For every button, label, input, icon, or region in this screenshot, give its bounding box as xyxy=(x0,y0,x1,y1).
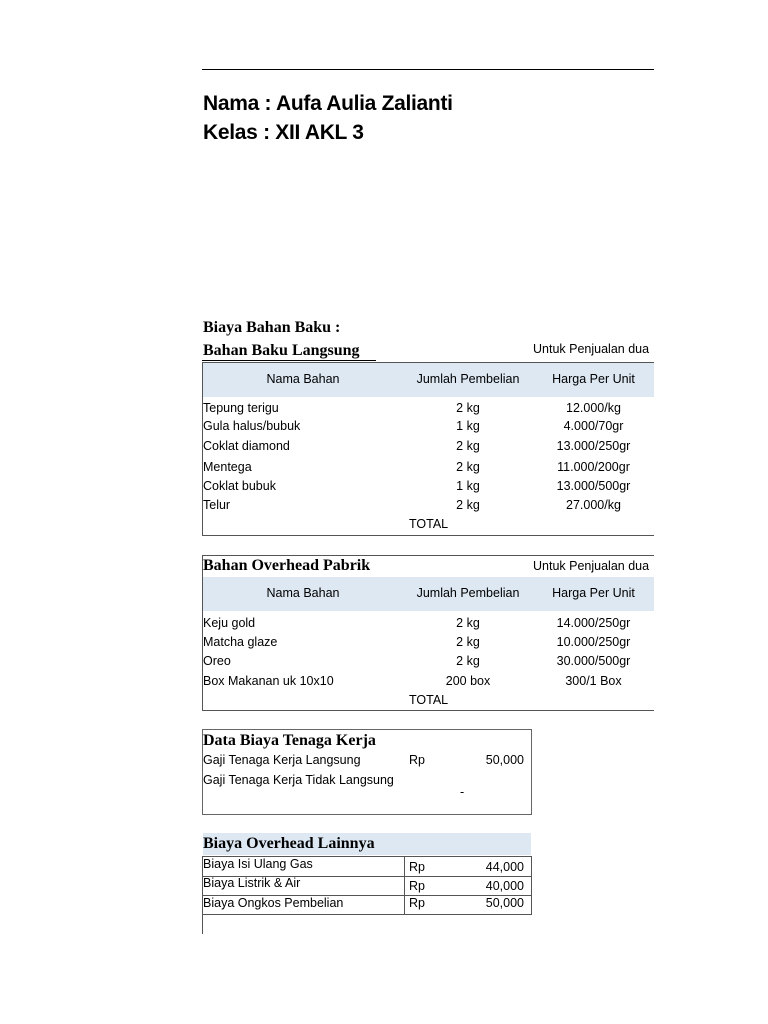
table-row-price: 27.000/kg xyxy=(566,498,621,512)
student-name: Nama : Aufa Aulia Zalianti xyxy=(203,92,453,115)
section2-top-border xyxy=(202,555,654,556)
table-row-price: 30.000/500gr xyxy=(556,654,631,668)
overhead-row-label: Biaya Listrik & Air xyxy=(203,876,301,890)
col-header-harga: Harga Per Unit xyxy=(552,586,635,600)
labor-row-label: Gaji Tenaga Kerja Langsung xyxy=(203,753,361,767)
col-header-jumlah: Jumlah Pembelian xyxy=(416,372,520,386)
overhead-row-amount: 44,000 xyxy=(485,860,524,874)
overhead-row-amount: 40,000 xyxy=(485,879,524,893)
overhead-row-currency: Rp xyxy=(409,860,425,874)
table-row-qty: 2 kg xyxy=(456,401,480,415)
table-row-name: Mentega xyxy=(203,460,252,474)
overhead-row-label: Biaya Isi Ulang Gas xyxy=(203,857,313,871)
top-divider xyxy=(202,69,654,70)
table-row-price: 4.000/70gr xyxy=(563,419,624,433)
section1-bottom-border xyxy=(202,535,654,536)
col-header-nama-bahan: Nama Bahan xyxy=(266,372,340,386)
labor-row-currency: Rp xyxy=(409,753,425,767)
overhead-row-currency: Rp xyxy=(409,879,425,893)
identity-block xyxy=(203,89,453,147)
section2-header-row xyxy=(203,577,654,611)
col-header-jumlah: Jumlah Pembelian xyxy=(416,586,520,600)
section2-note: Untuk Penjualan dua xyxy=(533,559,650,573)
table-row-name: Oreo xyxy=(203,654,231,668)
table-row-qty: 1 kg xyxy=(456,479,480,493)
overhead-row-amount: 50,000 xyxy=(485,896,524,910)
table-row-qty: 2 kg xyxy=(456,498,480,512)
labor-row-amount: 50,000 xyxy=(485,753,524,767)
subtitle-underline xyxy=(202,360,376,361)
section4-title: Biaya Overhead Lainnya xyxy=(203,835,375,852)
table-row-name: Coklat diamond xyxy=(203,439,290,453)
section1-title: Biaya Bahan Baku : xyxy=(203,319,341,336)
table-row-price: 13.000/250gr xyxy=(556,439,631,453)
section1-subtitle: Bahan Baku Langsung xyxy=(203,342,360,359)
table-row-qty: 2 kg xyxy=(456,439,480,453)
table-row-name: Telur xyxy=(203,498,231,512)
table-row-qty: 1 kg xyxy=(456,419,480,433)
table-row-price: 14.000/250gr xyxy=(556,616,631,630)
overhead-row-label: Biaya Ongkos Pembelian xyxy=(203,896,344,910)
total-label: TOTAL xyxy=(409,693,449,707)
table-row-name: Coklat bubuk xyxy=(203,479,276,493)
table-row-qty: 2 kg xyxy=(456,460,480,474)
section3-title: Data Biaya Tenaga Kerja xyxy=(203,732,376,749)
table-row-name: Matcha glaze xyxy=(203,635,278,649)
table-row-name: Box Makanan uk 10x10 xyxy=(203,674,334,688)
table-row-price: 12.000/kg xyxy=(566,401,621,415)
table-row-qty: 2 kg xyxy=(456,616,480,630)
col-divider xyxy=(404,856,405,914)
section2-bottom-border xyxy=(202,710,654,711)
table-row-name: Gula halus/bubuk xyxy=(203,419,301,433)
section2-title: Bahan Overhead Pabrik xyxy=(203,557,371,574)
table-row-price: 10.000/250gr xyxy=(556,635,631,649)
table-row-qty: 2 kg xyxy=(456,654,480,668)
table-row-qty: 200 box xyxy=(445,674,491,688)
table-row-price: 11.000/200gr xyxy=(557,460,630,474)
table-row-name: Tepung terigu xyxy=(203,401,279,415)
section1-note: Untuk Penjualan dua xyxy=(533,342,650,356)
labor-row-amount: - xyxy=(460,785,465,799)
table-row-price: 300/1 Box xyxy=(565,674,622,688)
labor-row-label: Gaji Tenaga Kerja Tidak Langsung xyxy=(203,773,394,787)
total-label: TOTAL xyxy=(409,517,449,531)
row-divider xyxy=(202,914,532,915)
student-class: Kelas : XII AKL 3 xyxy=(203,121,364,144)
table-row-price: 13.000/500gr xyxy=(556,479,631,493)
col-header-nama-bahan: Nama Bahan xyxy=(266,586,340,600)
overhead-row-currency: Rp xyxy=(409,896,425,910)
section1-header-row xyxy=(203,363,654,397)
table-row-name: Keju gold xyxy=(203,616,256,630)
col-divider xyxy=(531,856,532,914)
table-row-qty: 2 kg xyxy=(456,635,480,649)
col-header-harga: Harga Per Unit xyxy=(552,372,635,386)
